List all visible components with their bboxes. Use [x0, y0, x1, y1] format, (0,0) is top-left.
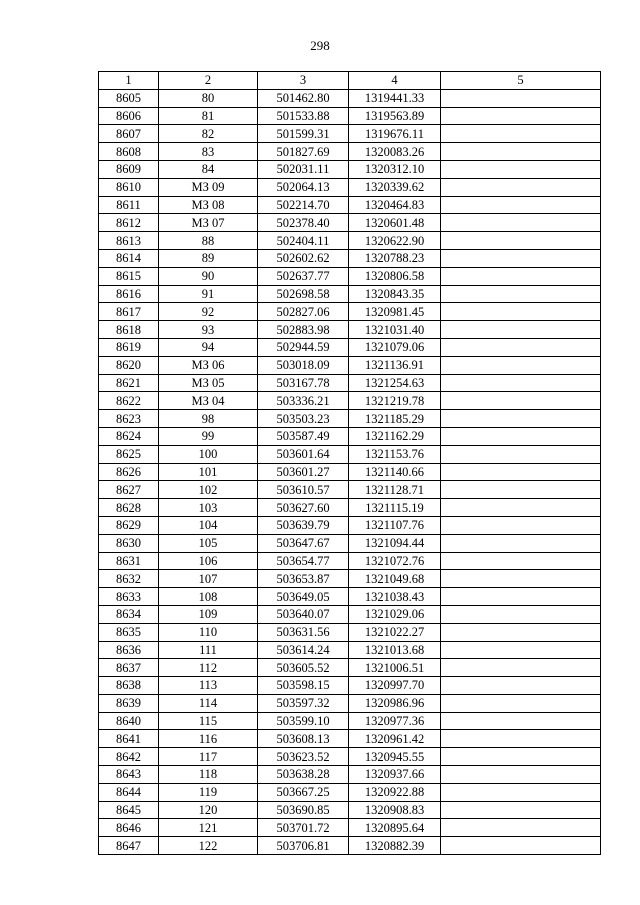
table-cell: 503608.13 [258, 730, 349, 748]
table-cell: 503706.81 [258, 837, 349, 855]
table-row [99, 570, 601, 588]
table-cell: 503601.27 [258, 463, 349, 481]
table-cell: 501462.80 [258, 89, 349, 107]
table-cell [441, 605, 601, 623]
table-cell: 8606 [99, 107, 159, 125]
table-cell: 1321136.91 [349, 356, 441, 374]
table-cell: 1320986.96 [349, 694, 441, 712]
table-cell: 503599.10 [258, 712, 349, 730]
table-row [99, 321, 601, 339]
table-row [99, 374, 601, 392]
table-cell: 503638.28 [258, 766, 349, 784]
table-cell: 503598.15 [258, 677, 349, 695]
table-cell: 1321094.44 [349, 534, 441, 552]
table-cell: 103 [159, 499, 258, 517]
table-cell: 116 [159, 730, 258, 748]
table-cell: 1320945.55 [349, 748, 441, 766]
table-cell: 1320908.83 [349, 801, 441, 819]
table-row [99, 766, 601, 784]
table-cell: 503701.72 [258, 819, 349, 837]
table-cell: 101 [159, 463, 258, 481]
table-cell: 8636 [99, 641, 159, 659]
table-cell: 502404.11 [258, 232, 349, 250]
table-cell [441, 534, 601, 552]
table-cell [441, 267, 601, 285]
table-cell [441, 677, 601, 695]
table-cell: 110 [159, 623, 258, 641]
table-cell: 8608 [99, 143, 159, 161]
table-cell: 502827.06 [258, 303, 349, 321]
table-row [99, 605, 601, 623]
table-cell: 1319441.33 [349, 89, 441, 107]
table-cell: 90 [159, 267, 258, 285]
table-cell: 1321140.66 [349, 463, 441, 481]
table-cell: 1320788.23 [349, 249, 441, 267]
table-cell: 8643 [99, 766, 159, 784]
table-row [99, 427, 601, 445]
table-cell: 8642 [99, 748, 159, 766]
table-cell: 8645 [99, 801, 159, 819]
header-row [99, 72, 601, 90]
table-cell: 1321072.76 [349, 552, 441, 570]
table-cell: 111 [159, 641, 258, 659]
table-row [99, 178, 601, 196]
table-cell [441, 178, 601, 196]
table-cell: 503690.85 [258, 801, 349, 819]
column-header: 5 [441, 72, 601, 90]
table-row [99, 445, 601, 463]
table-row [99, 249, 601, 267]
table-cell [441, 232, 601, 250]
table-cell [441, 196, 601, 214]
table-cell: 8626 [99, 463, 159, 481]
table-cell: 503653.87 [258, 570, 349, 588]
table-row [99, 659, 601, 677]
table-cell: МЗ 06 [159, 356, 258, 374]
table-cell: 8605 [99, 89, 159, 107]
table-cell: 8619 [99, 338, 159, 356]
table-cell: 8641 [99, 730, 159, 748]
table-row [99, 481, 601, 499]
table-cell [441, 588, 601, 606]
table-cell: 503605.52 [258, 659, 349, 677]
table-cell: 8613 [99, 232, 159, 250]
table-cell: 501533.88 [258, 107, 349, 125]
table-cell: 1319676.11 [349, 125, 441, 143]
table-cell: 100 [159, 445, 258, 463]
table-cell: 8631 [99, 552, 159, 570]
table-row [99, 516, 601, 534]
column-header: 1 [99, 72, 159, 90]
table-cell: 8609 [99, 160, 159, 178]
table-row [99, 499, 601, 517]
table-cell [441, 837, 601, 855]
table-cell: 121 [159, 819, 258, 837]
table-row [99, 107, 601, 125]
table-cell: 1321162.29 [349, 427, 441, 445]
table-cell: 502378.40 [258, 214, 349, 232]
table-cell [441, 321, 601, 339]
table-cell: 1321029.06 [349, 605, 441, 623]
table-row [99, 196, 601, 214]
table-cell: 1320806.58 [349, 267, 441, 285]
table-cell [441, 392, 601, 410]
table-cell [441, 143, 601, 161]
table-row [99, 783, 601, 801]
table-cell: 503649.05 [258, 588, 349, 606]
table-cell: 503640.07 [258, 605, 349, 623]
table-cell: 99 [159, 427, 258, 445]
table-cell [441, 516, 601, 534]
table-cell: 8607 [99, 125, 159, 143]
table-cell: 8634 [99, 605, 159, 623]
table-cell: 502883.98 [258, 321, 349, 339]
column-header: 4 [349, 72, 441, 90]
table-cell: МЗ 05 [159, 374, 258, 392]
table-cell: 1319563.89 [349, 107, 441, 125]
table-cell: 503631.56 [258, 623, 349, 641]
table-cell: 503018.09 [258, 356, 349, 374]
table-cell: 8622 [99, 392, 159, 410]
table-row [99, 677, 601, 695]
table-cell: 503597.32 [258, 694, 349, 712]
table-cell: 501599.31 [258, 125, 349, 143]
table-cell: 8615 [99, 267, 159, 285]
table-cell: 502698.58 [258, 285, 349, 303]
table-cell: 115 [159, 712, 258, 730]
table-cell: 108 [159, 588, 258, 606]
table-cell: 1321006.51 [349, 659, 441, 677]
table-cell: 503623.52 [258, 748, 349, 766]
table-cell [441, 356, 601, 374]
table-cell: 1321079.06 [349, 338, 441, 356]
table-cell: 503503.23 [258, 410, 349, 428]
page-number: 298 [310, 38, 330, 53]
table-cell [441, 659, 601, 677]
table-row [99, 392, 601, 410]
table-cell: 109 [159, 605, 258, 623]
table-cell: 1320882.39 [349, 837, 441, 855]
table-row [99, 214, 601, 232]
table-cell [441, 481, 601, 499]
table-cell [441, 819, 601, 837]
table-cell: 93 [159, 321, 258, 339]
table-cell: 106 [159, 552, 258, 570]
table-cell: 112 [159, 659, 258, 677]
table-cell: 503627.60 [258, 499, 349, 517]
table-cell: 8628 [99, 499, 159, 517]
table-cell: 91 [159, 285, 258, 303]
table-row [99, 694, 601, 712]
table-cell: 1320895.64 [349, 819, 441, 837]
table-row [99, 819, 601, 837]
table-cell: 88 [159, 232, 258, 250]
table-cell [441, 89, 601, 107]
table-body [99, 89, 601, 854]
table-cell: 503614.24 [258, 641, 349, 659]
table-cell: 1320981.45 [349, 303, 441, 321]
table-row [99, 534, 601, 552]
table-cell [441, 214, 601, 232]
table-cell: 502637.77 [258, 267, 349, 285]
table-cell [441, 160, 601, 178]
table-cell [441, 730, 601, 748]
table-cell: 1321107.76 [349, 516, 441, 534]
table-cell: 501827.69 [258, 143, 349, 161]
table-cell: 114 [159, 694, 258, 712]
table-cell: 113 [159, 677, 258, 695]
table-cell: 1321049.68 [349, 570, 441, 588]
table-cell [441, 303, 601, 321]
table-cell: 94 [159, 338, 258, 356]
table-cell: 1320922.88 [349, 783, 441, 801]
table-cell: МЗ 08 [159, 196, 258, 214]
table-cell: 1321031.40 [349, 321, 441, 339]
table-cell: 503587.49 [258, 427, 349, 445]
table-cell [441, 570, 601, 588]
table-cell: 1320339.62 [349, 178, 441, 196]
table-cell: 8623 [99, 410, 159, 428]
table-cell [441, 463, 601, 481]
table-cell: 1320997.70 [349, 677, 441, 695]
table-cell: 8647 [99, 837, 159, 855]
table-cell: 8633 [99, 588, 159, 606]
table-cell: 8638 [99, 677, 159, 695]
table-row [99, 641, 601, 659]
table-cell: 8616 [99, 285, 159, 303]
table-cell: 1320464.83 [349, 196, 441, 214]
table-cell [441, 552, 601, 570]
table-cell: 8644 [99, 783, 159, 801]
table-row [99, 730, 601, 748]
table-cell: 1321013.68 [349, 641, 441, 659]
table-row [99, 463, 601, 481]
table-cell [441, 748, 601, 766]
table-cell [441, 783, 601, 801]
table-cell [441, 374, 601, 392]
table-cell: 1321128.71 [349, 481, 441, 499]
table-cell: 8614 [99, 249, 159, 267]
table-cell: 502944.59 [258, 338, 349, 356]
table-row [99, 410, 601, 428]
table-row [99, 588, 601, 606]
coordinates-table [98, 71, 601, 855]
table-cell [441, 623, 601, 641]
table-cell: 8624 [99, 427, 159, 445]
table-cell [441, 249, 601, 267]
table-cell: 98 [159, 410, 258, 428]
table-row [99, 623, 601, 641]
table-cell: 8621 [99, 374, 159, 392]
table-cell: 84 [159, 160, 258, 178]
table-cell: 1320843.35 [349, 285, 441, 303]
table-cell: 120 [159, 801, 258, 819]
table-cell: МЗ 09 [159, 178, 258, 196]
table-cell [441, 445, 601, 463]
table-cell: 503639.79 [258, 516, 349, 534]
table-cell: 102 [159, 481, 258, 499]
table-cell: 8646 [99, 819, 159, 837]
table-cell: 1320961.42 [349, 730, 441, 748]
table-row [99, 748, 601, 766]
table-row [99, 143, 601, 161]
table-cell: 107 [159, 570, 258, 588]
table-cell: 503610.57 [258, 481, 349, 499]
table-cell: 8610 [99, 178, 159, 196]
table-row [99, 232, 601, 250]
table-cell [441, 712, 601, 730]
table-row [99, 303, 601, 321]
table-cell: 1320312.10 [349, 160, 441, 178]
column-header: 3 [258, 72, 349, 90]
table-cell: 1320977.36 [349, 712, 441, 730]
table-cell: 8612 [99, 214, 159, 232]
table-cell: 8618 [99, 321, 159, 339]
table-cell: 8611 [99, 196, 159, 214]
table-cell [441, 410, 601, 428]
table-row [99, 552, 601, 570]
table-cell: 503647.67 [258, 534, 349, 552]
table-cell: МЗ 07 [159, 214, 258, 232]
table-cell: 8627 [99, 481, 159, 499]
table-cell: 503654.77 [258, 552, 349, 570]
table-cell: 82 [159, 125, 258, 143]
table-cell: 503167.78 [258, 374, 349, 392]
table-cell: 8630 [99, 534, 159, 552]
table-cell: 122 [159, 837, 258, 855]
table-row [99, 125, 601, 143]
table-row [99, 285, 601, 303]
table-row [99, 267, 601, 285]
table-cell [441, 766, 601, 784]
table-cell: МЗ 04 [159, 392, 258, 410]
table-cell: 8640 [99, 712, 159, 730]
table-cell: 502602.62 [258, 249, 349, 267]
table-row [99, 160, 601, 178]
table-cell: 92 [159, 303, 258, 321]
table-cell: 503336.21 [258, 392, 349, 410]
table-row [99, 837, 601, 855]
table-cell: 502031.11 [258, 160, 349, 178]
table-cell: 502064.13 [258, 178, 349, 196]
table-cell: 8635 [99, 623, 159, 641]
table-row [99, 356, 601, 374]
table-cell [441, 427, 601, 445]
table-cell: 1320083.26 [349, 143, 441, 161]
table-cell: 8629 [99, 516, 159, 534]
table-cell [441, 338, 601, 356]
table-cell: 117 [159, 748, 258, 766]
table-cell: 105 [159, 534, 258, 552]
table-cell [441, 107, 601, 125]
table-row [99, 89, 601, 107]
table-cell [441, 801, 601, 819]
table-cell: 1321219.78 [349, 392, 441, 410]
table-cell: 1320937.66 [349, 766, 441, 784]
table-cell [441, 499, 601, 517]
column-header: 2 [159, 72, 258, 90]
table-cell: 1321153.76 [349, 445, 441, 463]
table-row [99, 338, 601, 356]
table-cell: 118 [159, 766, 258, 784]
table-cell [441, 641, 601, 659]
table-cell: 81 [159, 107, 258, 125]
table-row [99, 801, 601, 819]
table-cell: 1321115.19 [349, 499, 441, 517]
table-cell: 8625 [99, 445, 159, 463]
table-cell: 89 [159, 249, 258, 267]
table-cell: 8632 [99, 570, 159, 588]
table-cell: 8620 [99, 356, 159, 374]
table-cell: 8617 [99, 303, 159, 321]
table-cell: 1321022.27 [349, 623, 441, 641]
table-cell: 1320622.90 [349, 232, 441, 250]
table-row [99, 712, 601, 730]
table-cell [441, 694, 601, 712]
table-cell: 503601.64 [258, 445, 349, 463]
table-cell: 1321185.29 [349, 410, 441, 428]
table-cell: 502214.70 [258, 196, 349, 214]
table-cell: 503667.25 [258, 783, 349, 801]
table-cell: 83 [159, 143, 258, 161]
table-cell [441, 285, 601, 303]
table-cell: 8639 [99, 694, 159, 712]
table-cell: 1320601.48 [349, 214, 441, 232]
table-cell: 1321038.43 [349, 588, 441, 606]
table-cell: 8637 [99, 659, 159, 677]
table-cell: 104 [159, 516, 258, 534]
table-cell: 119 [159, 783, 258, 801]
table-cell: 1321254.63 [349, 374, 441, 392]
table-cell: 80 [159, 89, 258, 107]
table-cell [441, 125, 601, 143]
